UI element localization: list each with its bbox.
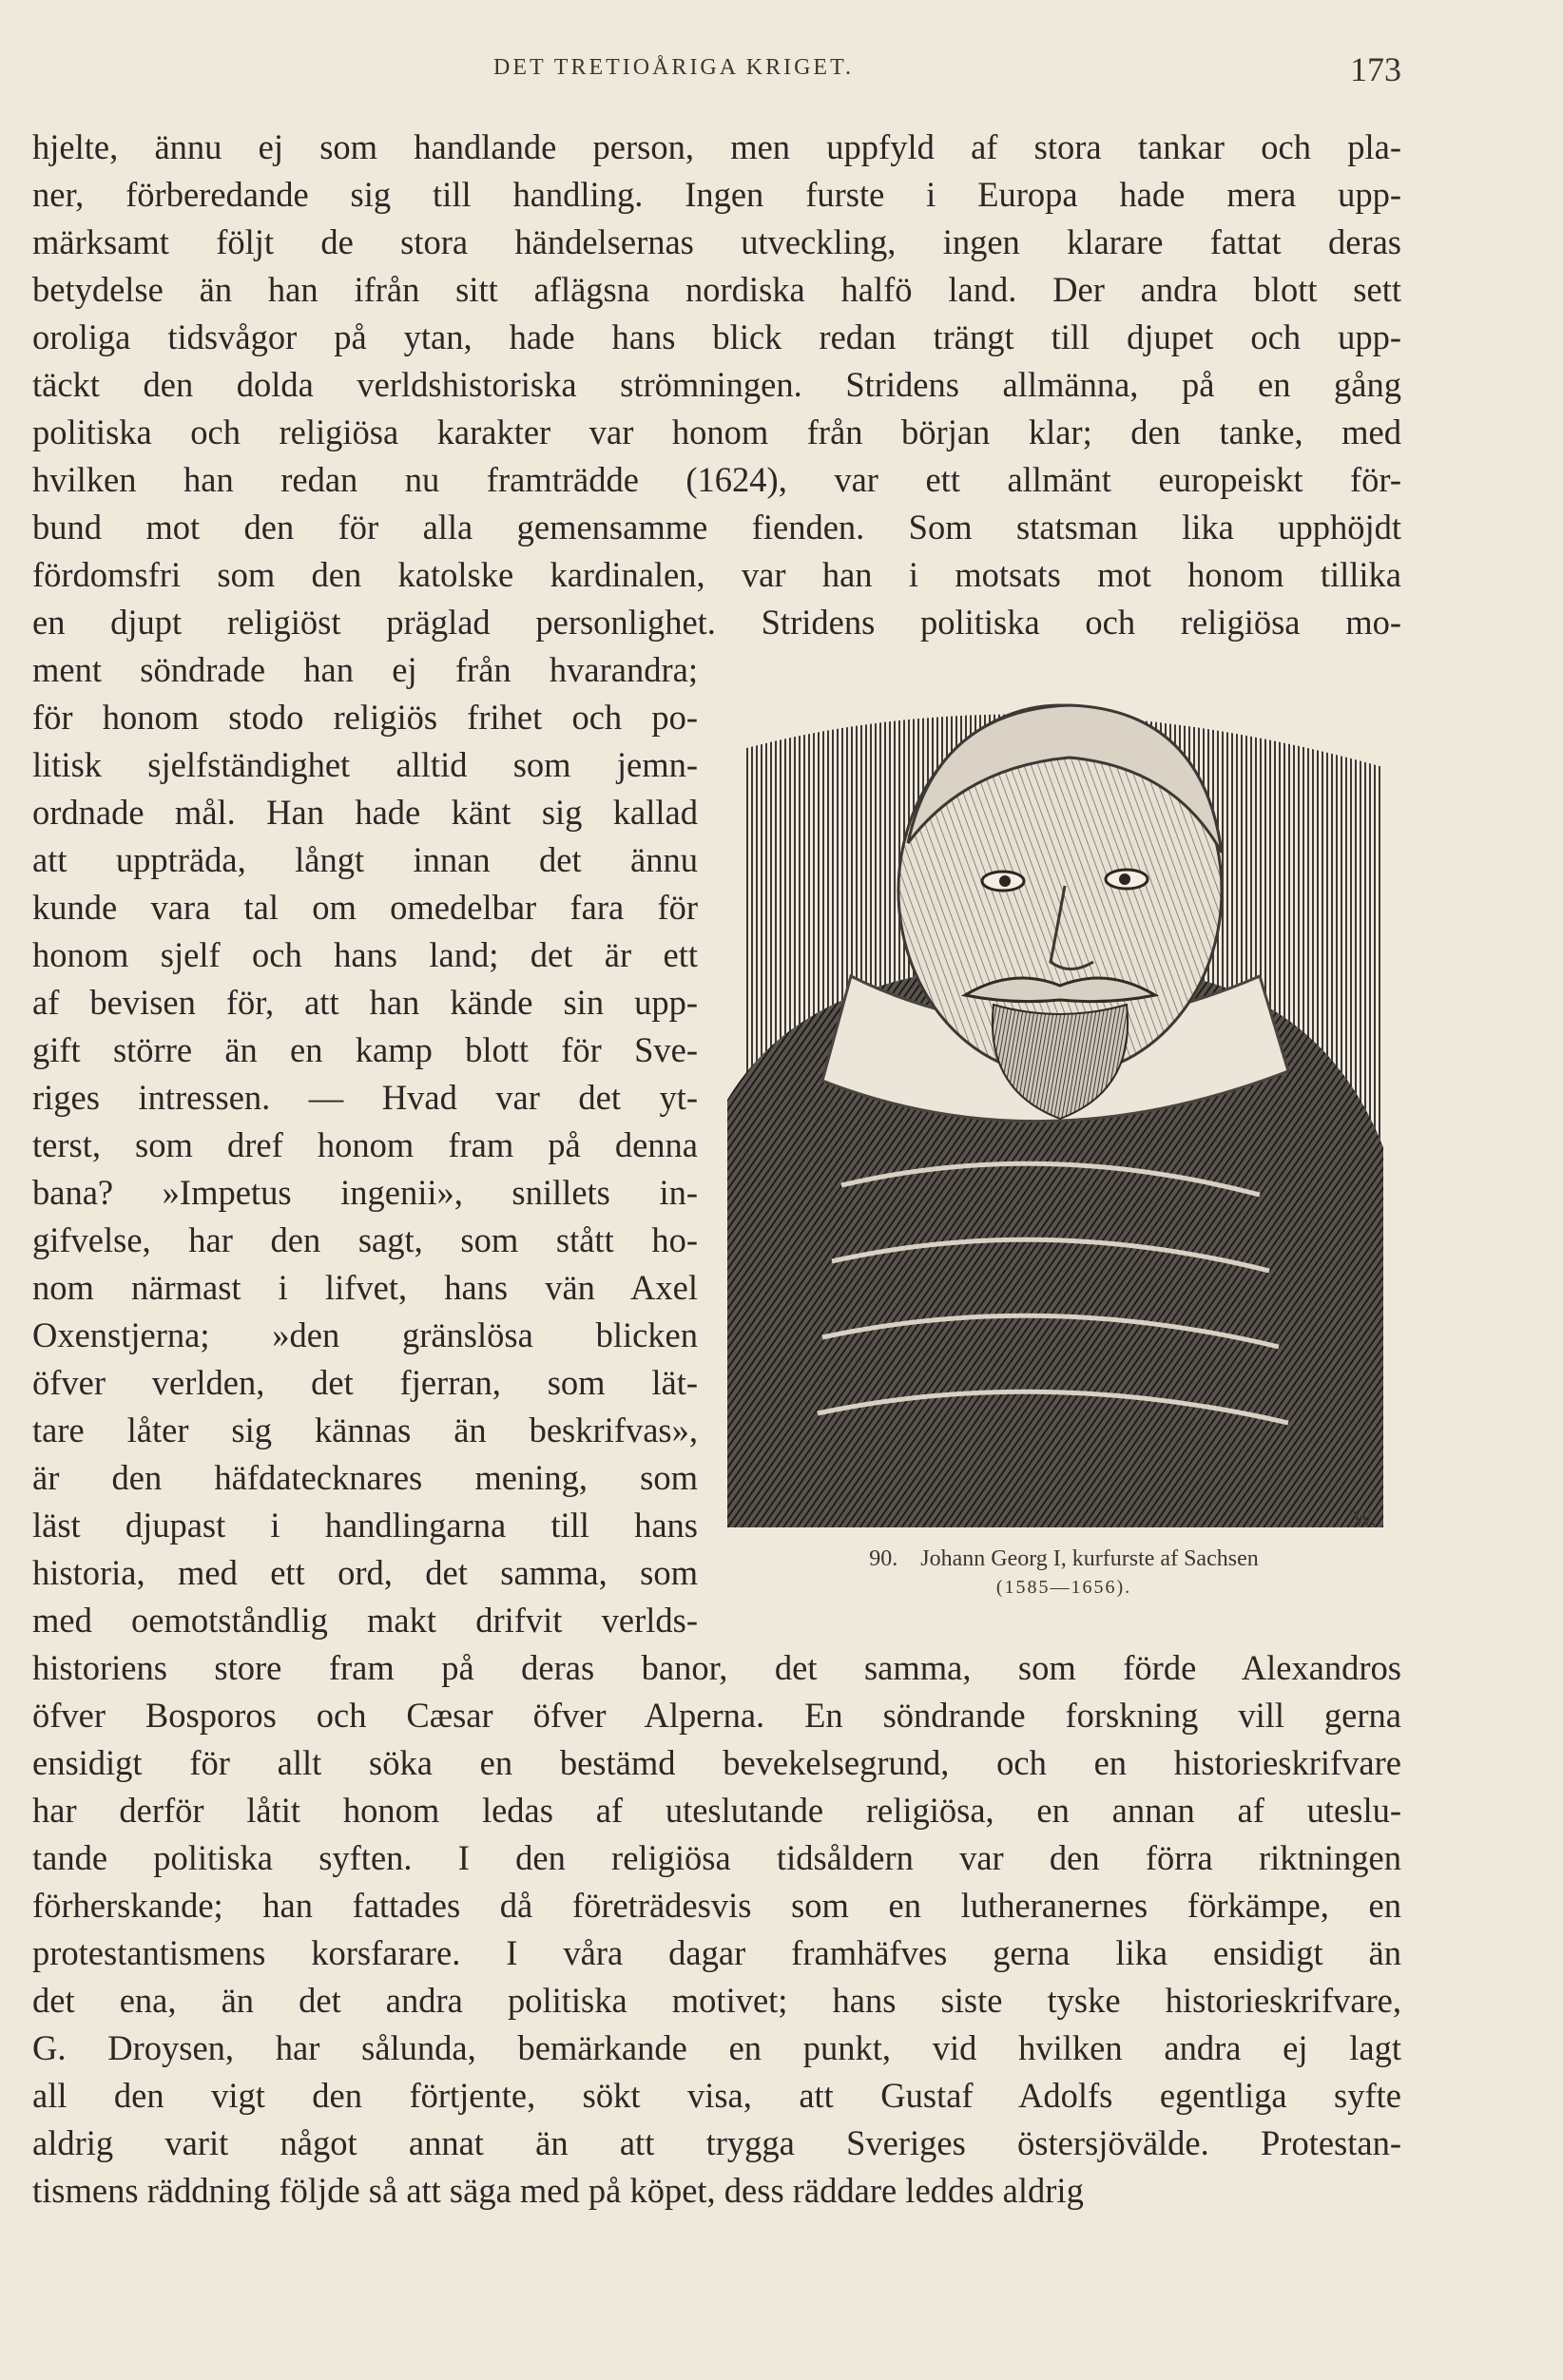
text-line: hvilken han redan nu framträdde (1624), var ett allmänt europeiskt för- xyxy=(32,460,1401,499)
engraver-mark: W. xyxy=(1353,1507,1377,1530)
figure-dates: (1585—1656). xyxy=(995,1577,1132,1598)
text-line: är den häfdatecknares mening, som xyxy=(32,1458,698,1497)
text-line: protestantismens korsfarare. I våra dagar framhäfves gerna lika ensidigt än xyxy=(32,1933,1401,1972)
text-line: fördomsfri som den katolske kardinalen, var han i motsats mot honom tillika xyxy=(32,555,1401,594)
text-line: honom sjelf och hans land; det är ett xyxy=(32,935,698,974)
text-line: all den vigt den förtjente, sökt visa, att Gustaf Adolfs egentliga syfte xyxy=(32,2076,1401,2115)
running-head-title: DET TRETIOÅRIGA KRIGET. xyxy=(493,55,854,80)
text-line: ment söndrade han ej från hvarandra; xyxy=(32,650,698,689)
text-line: nom närmast i lifvet, hans vän Axel xyxy=(32,1268,698,1307)
text-line: bana? »Impetus ingenii», snillets in- xyxy=(32,1173,698,1212)
text-line: hjelte, ännu ej som handlande person, men uppfyld af stora tankar och pla- xyxy=(32,127,1401,166)
text-line: ordnade mål. Han hade känt sig kallad xyxy=(32,793,698,832)
text-line: af bevisen för, att han kände sin upp- xyxy=(32,983,698,1022)
text-line: med oemotståndlig makt drifvit verlds- xyxy=(32,1601,698,1640)
text-line: historiens store fram på deras banor, det samma, som förde Alexandros xyxy=(32,1648,1401,1687)
text-line: litisk sjelfständighet alltid som jemn- xyxy=(32,745,698,784)
page-number: 173 xyxy=(1350,50,1401,88)
text-line: Oxenstjerna; »den gränslösa blicken xyxy=(32,1315,698,1354)
text-line: riges intressen. — Hvad var det yt- xyxy=(32,1078,698,1117)
text-line: tismens räddning följde så att säga med på köpet, dess räddare leddes aldrig xyxy=(32,2171,1084,2210)
text-line: en djupt religiöst präglad personlighet. Stridens politiska och religiösa mo- xyxy=(32,603,1401,642)
text-line: för honom stodo religiös frihet och po- xyxy=(32,698,698,737)
text-line: att uppträda, långt innan det ännu xyxy=(32,840,698,879)
text-line: gifvelse, har den sagt, som stått ho- xyxy=(32,1220,698,1259)
text-line: tande politiska syften. I den religiösa tidsåldern var den förra riktningen xyxy=(32,1838,1401,1877)
text-line: har derför låtit honom ledas af uteslutande religiösa, en annan af uteslu- xyxy=(32,1791,1401,1830)
figure-number: 90. xyxy=(869,1546,898,1571)
text-line: ensidigt för allt söka en bestämd bevekelsegrund, och en historieskrifvare xyxy=(32,1743,1401,1782)
text-line: politiska och religiösa karakter var honom från början klar; den tanke, med xyxy=(32,413,1401,451)
portrait-engraving xyxy=(727,691,1383,1527)
figure-caption-text: Johann Georg I, kurfurste af Sachsen xyxy=(920,1546,1259,1571)
running-head xyxy=(32,49,1401,87)
text-line: ner, förberedande sig till handling. Ingen furste i Europa hade mera upp- xyxy=(32,175,1401,214)
text-line: aldrig varit något annat än att trygga Sveriges östersjövälde. Protestan- xyxy=(32,2123,1401,2162)
text-line: historia, med ett ord, det samma, som xyxy=(32,1553,698,1592)
text-line: läst djupast i handlingarna till hans xyxy=(32,1506,698,1545)
text-line: G. Droysen, har sålunda, bemärkande en punkt, vid hvilken andra ej lagt xyxy=(32,2028,1401,2067)
text-line: kunde vara tal om omedelbar fara för xyxy=(32,888,698,927)
text-line: gift större än en kamp blott för Sve- xyxy=(32,1030,698,1069)
text-line: täckt den dolda verldshistoriska strömningen. Stridens allmänna, på en gång xyxy=(32,365,1401,404)
figure-caption xyxy=(750,1545,1378,1602)
text-line: öfver Bosporos och Cæsar öfver Alperna. En söndrande forskning vill gerna xyxy=(32,1696,1401,1735)
text-line: öfver verlden, det fjerran, som lät- xyxy=(32,1363,698,1402)
text-line: oroliga tidsvågor på ytan, hade hans blick redan trängt till djupet och upp- xyxy=(32,317,1401,356)
text-line: förherskande; han fattades då företrädesvis som en lutheranernes förkämpe, en xyxy=(32,1886,1401,1925)
text-line: tare låter sig kännas än beskrifvas», xyxy=(32,1411,698,1449)
text-line: terst, som dref honom fram på denna xyxy=(32,1125,698,1164)
text-line: märksamt följt de stora händelsernas utveckling, ingen klarare fattat deras xyxy=(32,222,1401,261)
text-line: det ena, än det andra politiska motivet; hans siste tyske historieskrifvare, xyxy=(32,1981,1401,2020)
text-line: betydelse än han ifrån sitt aflägsna nordiska halfö land. Der andra blott sett xyxy=(32,270,1401,309)
text-line: bund mot den för alla gemensamme fienden. Som statsman lika upphöjdt xyxy=(32,508,1401,547)
